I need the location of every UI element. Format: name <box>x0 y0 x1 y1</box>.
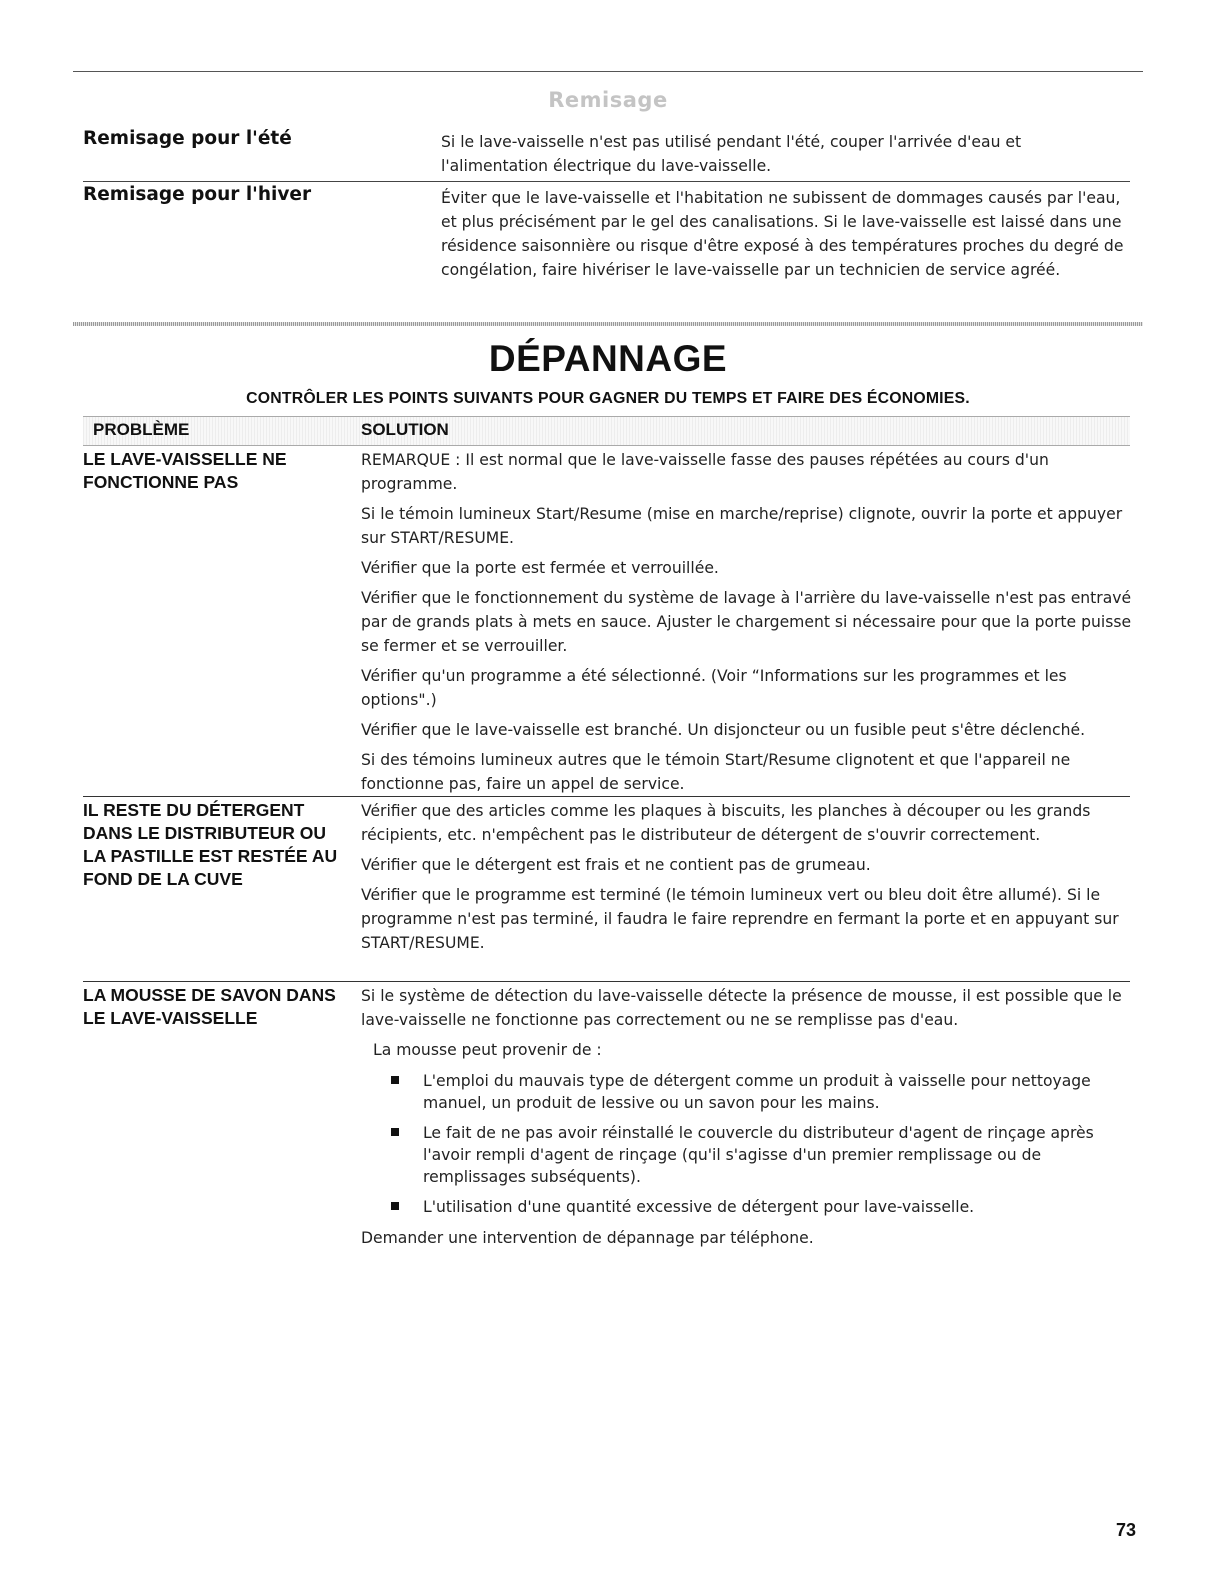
solution-paragraph: Si le témoin lumineux Start/Resume (mise en marche/reprise) clignote, ouvrir la porte et appuyer sur START/RESUME. <box>361 505 1123 547</box>
list-item <box>391 1196 1133 1218</box>
table-header <box>83 416 1130 446</box>
row-divider <box>83 981 1130 982</box>
problem-cell: IL RESTE DU DÉTERGENT DANS LE DISTRIBUTEUR OU LA PASTILLE EST RESTÉE AU FOND DE LA CUVE <box>83 800 338 889</box>
list-item-text: Le fait de ne pas avoir réinstallé le couvercle du distributeur d'agent de rinçage après l'avoir rempli d'agent de rinçage (qu'il s'agisse d'un premier remplissage ou de remplissages subséquents). <box>423 1124 1094 1186</box>
solution-cell <box>361 799 1133 961</box>
solution-paragraph: Vérifier que le détergent est frais et ne contient pas de grumeau. <box>361 856 871 874</box>
bullet-square-icon <box>391 1202 399 1210</box>
page-number: 73 <box>1116 1520 1137 1540</box>
section-divider <box>73 322 1143 326</box>
solution-lead: La mousse peut provenir de : <box>373 1041 602 1059</box>
row-divider <box>83 796 1130 797</box>
bullet-square-icon <box>391 1076 399 1084</box>
problem-cell: LA MOUSSE DE SAVON DANS LE LAVE-VAISSELLE <box>83 985 336 1028</box>
storage-label: Remisage pour l'été <box>83 128 292 149</box>
solution-paragraph: Vérifier qu'un programme a été sélectionné. (Voir “Informations sur les programmes et les options".) <box>361 667 1067 709</box>
solution-paragraph: Vérifier que le lave-vaisselle est branché. Un disjoncteur ou un fusible peut s'être déclenché. <box>361 721 1086 739</box>
solution-cell <box>361 984 1133 1256</box>
list-item <box>391 1122 1133 1188</box>
solution-cell <box>361 448 1133 802</box>
solution-paragraph: Demander une intervention de dépannage par téléphone. <box>361 1229 814 1247</box>
page-title: DÉPANNAGE <box>488 338 728 379</box>
header-solution: SOLUTION <box>361 420 449 439</box>
list-item-text: L'utilisation d'une quantité excessive de détergent pour lave-vaisselle. <box>423 1198 975 1216</box>
list-item-text: L'emploi du mauvais type de détergent comme un produit à vaisselle pour nettoyage manuel, un produit de lessive ou un savon pour les mains. <box>423 1072 1091 1112</box>
page-subtitle: CONTRÔLER LES POINTS SUIVANTS POUR GAGNER DU TEMPS ET FAIRE DES ÉCONOMIES. <box>246 390 970 407</box>
cause-list <box>361 1070 1133 1218</box>
solution-paragraph: Vérifier que des articles comme les plaques à biscuits, les planches à découper ou les grands récipients, etc. n'empêchent pas le distributeur de détergent de s'ouvrir correctement. <box>361 802 1091 844</box>
row-divider <box>83 181 1130 182</box>
storage-text: Si le lave-vaisselle n'est pas utilisé pendant l'été, couper l'arrivée d'eau et l'alimentation électrique du lave-vaisselle. <box>441 133 1022 175</box>
storage-label: Remisage pour l'hiver <box>83 184 312 205</box>
bullet-square-icon <box>391 1128 399 1136</box>
solution-paragraph: Vérifier que le fonctionnement du système de lavage à l'arrière du lave-vaisselle n'est pas entravé par de grands plats à mets en sauce. Ajuster le chargement si nécessaire pour que la porte puisse se fermer et se verrouiller. <box>361 589 1132 655</box>
solution-paragraph: Si le système de détection du lave-vaisselle détecte la présence de mousse, il est possible que le lave-vaisselle ne fonctionne pas correctement ou ne se remplisse pas d'eau. <box>361 987 1122 1029</box>
top-divider <box>73 71 1143 72</box>
solution-paragraph: Si des témoins lumineux autres que le témoin Start/Resume clignotent et que l'appareil ne fonctionne pas, faire un appel de service. <box>361 751 1071 793</box>
problem-cell: LE LAVE-VAISSELLE NE FONCTIONNE PAS <box>83 449 287 492</box>
storage-section-title: Remisage <box>548 88 668 112</box>
header-problem: PROBLÈME <box>93 420 190 439</box>
storage-text: Éviter que le lave-vaisselle et l'habitation ne subissent de dommages causés par l'eau, et plus précisément par le gel des canalisations. Si le lave-vaisselle est laissé dans une résidence saisonnière ou risque d'être exposé à des températures proches du degré de congélation, faire hivériser le lave-vaisselle par un technicien de service agréé. <box>441 189 1124 279</box>
list-item <box>391 1070 1133 1114</box>
solution-paragraph: Vérifier que la porte est fermée et verrouillée. <box>361 559 719 577</box>
solution-paragraph: Vérifier que le programme est terminé (le témoin lumineux vert ou bleu doit être allumé). Si le programme n'est pas terminé, il faudra le faire reprendre en fermant la porte et en appuyant sur START/RESUME. <box>361 886 1119 952</box>
solution-paragraph: REMARQUE : Il est normal que le lave-vaisselle fasse des pauses répétées au cours d'un programme. <box>361 451 1049 493</box>
